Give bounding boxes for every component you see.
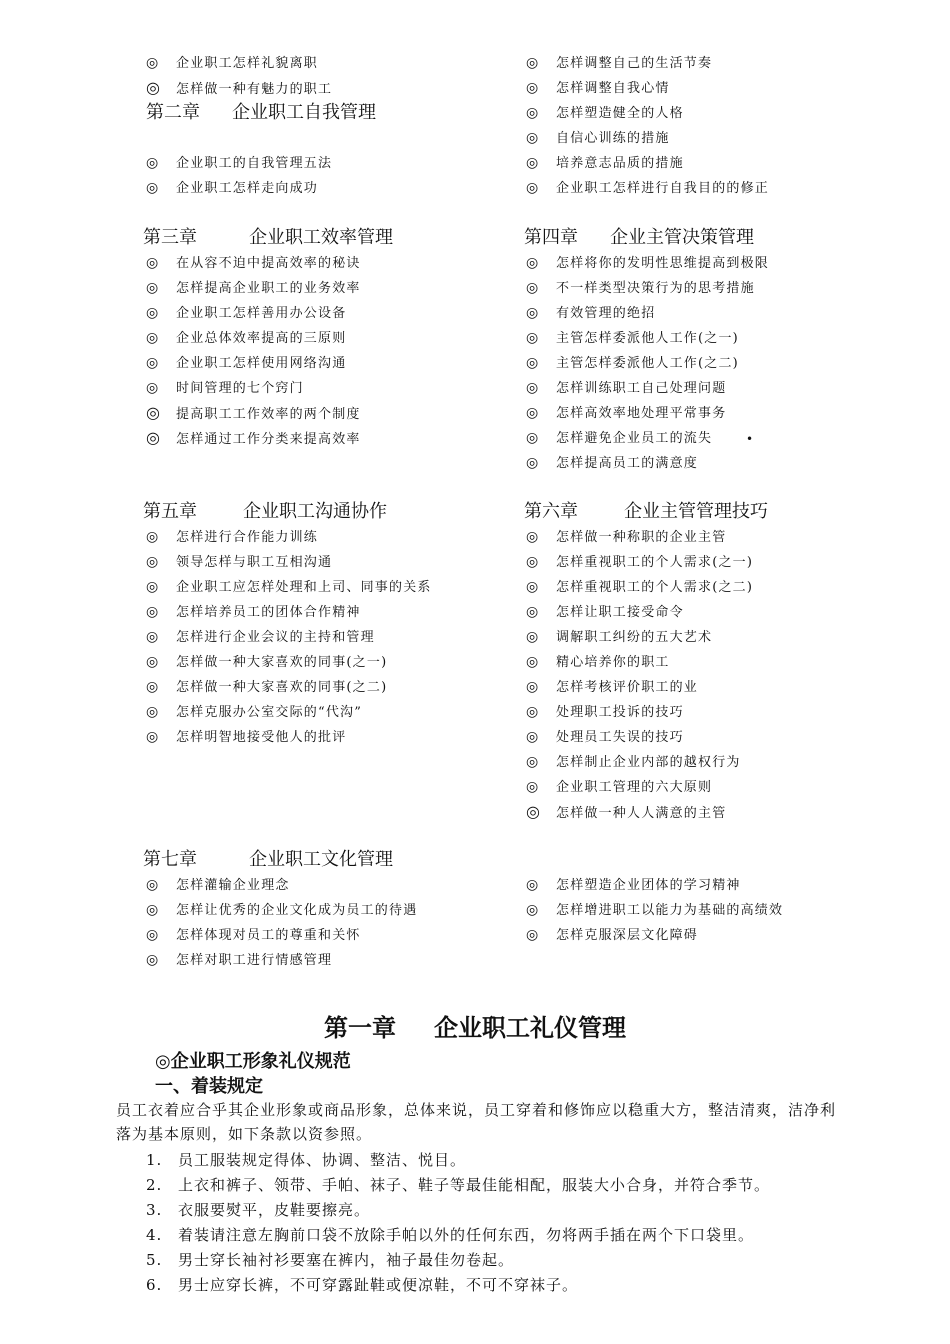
chapter-heading: 第七章 企业职工文化管理 [143, 849, 393, 870]
list-item: 1. 员工服装规定得体、协调、整洁、悦目。 [146, 1151, 467, 1169]
bullet-icon: ◎ [146, 280, 160, 296]
bullet-icon: ◎ [526, 380, 540, 396]
toc-item: ◎ 怎样明智地接受他人的批评 [146, 729, 347, 745]
chapter-heading: 第六章 企业主管管理技巧 [524, 501, 768, 522]
bullet-icon: ◎ [526, 80, 540, 96]
bullet-icon: ◎ [146, 952, 160, 968]
bullet-icon: ◎ [526, 305, 540, 321]
chapter-heading: 第五章 企业职工沟通协作 [143, 501, 387, 522]
bullet-icon: ◎ [146, 403, 162, 422]
toc-item: ◎ 怎样做一种大家喜欢的同事(之二) [146, 679, 388, 695]
toc-item: ◎ 怎样做一种称职的企业主管 [526, 529, 727, 545]
bullet-icon: ◎ [526, 902, 540, 918]
toc-item: ◎ 时间管理的七个窍门 [146, 380, 304, 396]
chapter-title: 第一章 企业职工礼仪管理 [324, 1014, 626, 1042]
toc-item: ◎ 怎样调整自我心情 [526, 80, 670, 96]
bullet-icon: ◎ [526, 729, 540, 745]
bullet-icon: ◎ [146, 180, 160, 196]
toc-item: ◎ 怎样做一种有魅力的职工 [146, 78, 333, 97]
toc-item: ◎ 怎样考核评价职工的业 [526, 679, 699, 695]
chapter-heading: 第二章 企业职工自我管理 [146, 102, 376, 123]
subsection-heading: 一、着装规定 [155, 1076, 263, 1097]
list-item: 2. 上衣和裤子、领带、手帕、袜子、鞋子等最佳能相配，服装大小合身，并符合季节。 [146, 1176, 771, 1194]
bullet-icon: ◎ [526, 55, 540, 71]
toc-item: ◎ 有效管理的绝招 [526, 305, 656, 321]
list-item: 5. 男士穿长袖衬衫要塞在裤内，袖子最佳勿卷起。 [146, 1251, 515, 1269]
bullet-icon: ◎ [146, 729, 160, 745]
bullet-icon: ◎ [526, 629, 540, 645]
bullet-icon: ◎ [526, 355, 540, 371]
toc-item: ◎ 处理员工失误的技巧 [526, 729, 684, 745]
toc-item: ◎ 不一样类型决策行为的思考措施 [526, 280, 755, 296]
toc-item: ◎ 怎样让优秀的企业文化成为员工的待遇 [146, 902, 418, 918]
toc-item: ◎ 怎样做一种人人满意的主管 [526, 802, 727, 821]
bullet-icon: ◎ [526, 330, 540, 346]
toc-item: ◎ 企业职工怎样进行自我目的的修正 [526, 180, 770, 196]
body-paragraph: 员工衣着应合乎其企业形象或商品形象，总体来说，员工穿着和修饰应以稳重大方，整洁清爽，洁净利落为基本原则，如下条款以资参照。 [116, 1101, 837, 1143]
bullet-icon: ◎ [526, 529, 540, 545]
bullet-icon: ◎ [146, 380, 160, 396]
bullet-icon: ◎ [146, 155, 160, 171]
bullet-icon: ◎ [146, 927, 160, 943]
list-item: 4. 着装请注意左胸前口袋不放除手帕以外的任何东西，勿将两手插在两个下口袋里。 [146, 1226, 755, 1244]
bullet-icon: ◎ [526, 455, 540, 471]
toc-item: ◎ 主管怎样委派他人工作(之一) [526, 330, 739, 346]
bullet-icon: ◎ [526, 280, 540, 296]
toc-item: ◎ 怎样做一种大家喜欢的同事(之一) [146, 654, 388, 670]
toc-item: ◎ 怎样进行合作能力训练 [146, 529, 319, 545]
toc-item: ◎ 怎样塑造健全的人格 [526, 105, 684, 121]
toc-item: ◎ 企业职工怎样使用网络沟通 [146, 355, 347, 371]
bullet-icon: ◎ [146, 877, 160, 893]
bullet-icon: ◎ [146, 255, 160, 271]
toc-item: ◎ 主管怎样委派他人工作(之二) [526, 355, 739, 371]
toc-item: ◎ 怎样增进职工以能力为基础的高绩效 [526, 902, 784, 918]
bullet-icon: ◎ [526, 679, 540, 695]
chapter-heading: 第三章 企业职工效率管理 [143, 227, 393, 248]
toc-item: ◎ 企业职工怎样礼貌离职 [146, 55, 319, 71]
toc-item: ◎ 怎样提高员工的满意度 [526, 455, 699, 471]
toc-item: ◎ 企业职工怎样走向成功 [146, 180, 319, 196]
bullet-icon: ◎ [526, 604, 540, 620]
toc-item: ◎ 怎样将你的发明性思维提高到极限 [526, 255, 770, 271]
toc-item: ◎ 怎样训练职工自己处理问题 [526, 380, 727, 396]
bullet-icon: ◎ [526, 654, 540, 670]
list-item: 6. 男士应穿长裤，不可穿露趾鞋或便凉鞋，不可不穿袜子。 [146, 1276, 579, 1294]
toc-item: ◎ 怎样重视职工的个人需求(之一) [526, 554, 754, 570]
bullet-icon: ◎ [146, 355, 160, 371]
bullet-icon: ◎ [146, 902, 160, 918]
toc-item: ◎ 调解职工纠纷的五大艺术 [526, 629, 713, 645]
toc-item: ◎ 怎样重视职工的个人需求(之二) [526, 579, 754, 595]
toc-item: ◎ 怎样进行企业会议的主持和管理 [146, 629, 375, 645]
toc-item: ◎ 提高职工工作效率的两个制度 [146, 403, 361, 422]
bullet-icon: ◎ [146, 704, 160, 720]
toc-item: ◎ 在从容不迫中提高效率的秘诀 [146, 255, 361, 271]
toc-item: ◎ 怎样让职工接受命令 [526, 604, 684, 620]
bullet-icon: ◎ [526, 704, 540, 720]
toc-item: ◎ 怎样制止企业内部的越权行为 [526, 754, 741, 770]
bullet-icon: ◎ [526, 877, 540, 893]
toc-item: ◎ 企业总体效率提高的三原则 [146, 330, 347, 346]
toc-item: ◎ 自信心训练的措施 [526, 130, 670, 146]
toc-item: ◎ 领导怎样与职工互相沟通 [146, 554, 333, 570]
toc-item: ◎ 怎样对职工进行情感管理 [146, 952, 333, 968]
bullet-icon: ◎ [146, 579, 160, 595]
toc-item: ◎ 怎样通过工作分类来提高效率 [146, 428, 361, 447]
toc-item: ◎ 企业职工管理的六大原则 [526, 779, 713, 795]
bullet-icon: ◎ [526, 255, 540, 271]
toc-item: ◎ 企业职工的自我管理五法 [146, 155, 333, 171]
toc-item: ◎ 怎样提高企业职工的业务效率 [146, 280, 361, 296]
bullet-icon: ◎ [526, 155, 540, 171]
toc-item: ◎ 怎样培养员工的团体合作精神 [146, 604, 361, 620]
bullet-icon: ◎ [146, 55, 160, 71]
toc-item: ◎ 精心培养你的职工 [526, 654, 670, 670]
toc-item: ◎ 怎样体现对员工的尊重和关怀 [146, 927, 361, 943]
toc-item: ◎ 怎样避免企业员工的流失 [526, 430, 713, 446]
toc-item: ◎ 怎样克服深层文化障碍 [526, 927, 699, 943]
toc-item: ◎ 企业职工怎样善用办公设备 [146, 305, 347, 321]
chapter-heading: 第四章 企业主管决策管理 [524, 227, 754, 248]
bullet-icon: ◎ [146, 305, 160, 321]
bullet-icon: ◎ [526, 180, 540, 196]
bullet-icon: ◎ [146, 554, 160, 570]
bullet-icon: ◎ [146, 629, 160, 645]
bullet-icon: ◎ [146, 428, 162, 447]
toc-item: ◎ 处理职工投诉的技巧 [526, 704, 684, 720]
bullet-icon: ◎ [526, 779, 540, 795]
bullet-icon: ◎ [526, 405, 540, 421]
bullet-icon: ◎ [526, 105, 540, 121]
toc-item: ◎ 培养意志品质的措施 [526, 155, 684, 171]
bullet-icon: ◎ [526, 754, 540, 770]
stray-dot: • [746, 432, 754, 446]
bullet-icon: ◎ [146, 529, 160, 545]
bullet-icon: ◎ [146, 604, 160, 620]
toc-item: ◎ 怎样灌输企业理念 [146, 877, 290, 893]
bullet-icon: ◎ [526, 579, 540, 595]
bullet-icon: ◎ [526, 554, 540, 570]
bullet-icon: ◎ [146, 654, 160, 670]
bullet-icon: ◎ [146, 679, 160, 695]
list-item: 3. 衣服要熨平，皮鞋要擦亮。 [146, 1201, 371, 1219]
toc-item: ◎ 怎样高效率地处理平常事务 [526, 405, 727, 421]
toc-item: ◎ 怎样塑造企业团体的学习精神 [526, 877, 741, 893]
toc-item: ◎ 怎样调整自己的生活节奏 [526, 55, 713, 71]
toc-item: ◎ 怎样克服办公室交际的“代沟” [146, 704, 363, 720]
bullet-icon: ◎ [526, 430, 540, 446]
bullet-icon: ◎ [146, 78, 162, 97]
bullet-icon: ◎ [146, 330, 160, 346]
bullet-icon: ◎ [526, 130, 540, 146]
section-heading: ◎企业职工形象礼仪规范 [155, 1051, 351, 1072]
bullet-icon: ◎ [526, 802, 542, 821]
bullet-icon: ◎ [526, 927, 540, 943]
toc-item: ◎ 企业职工应怎样处理和上司、同事的关系 [146, 579, 432, 595]
